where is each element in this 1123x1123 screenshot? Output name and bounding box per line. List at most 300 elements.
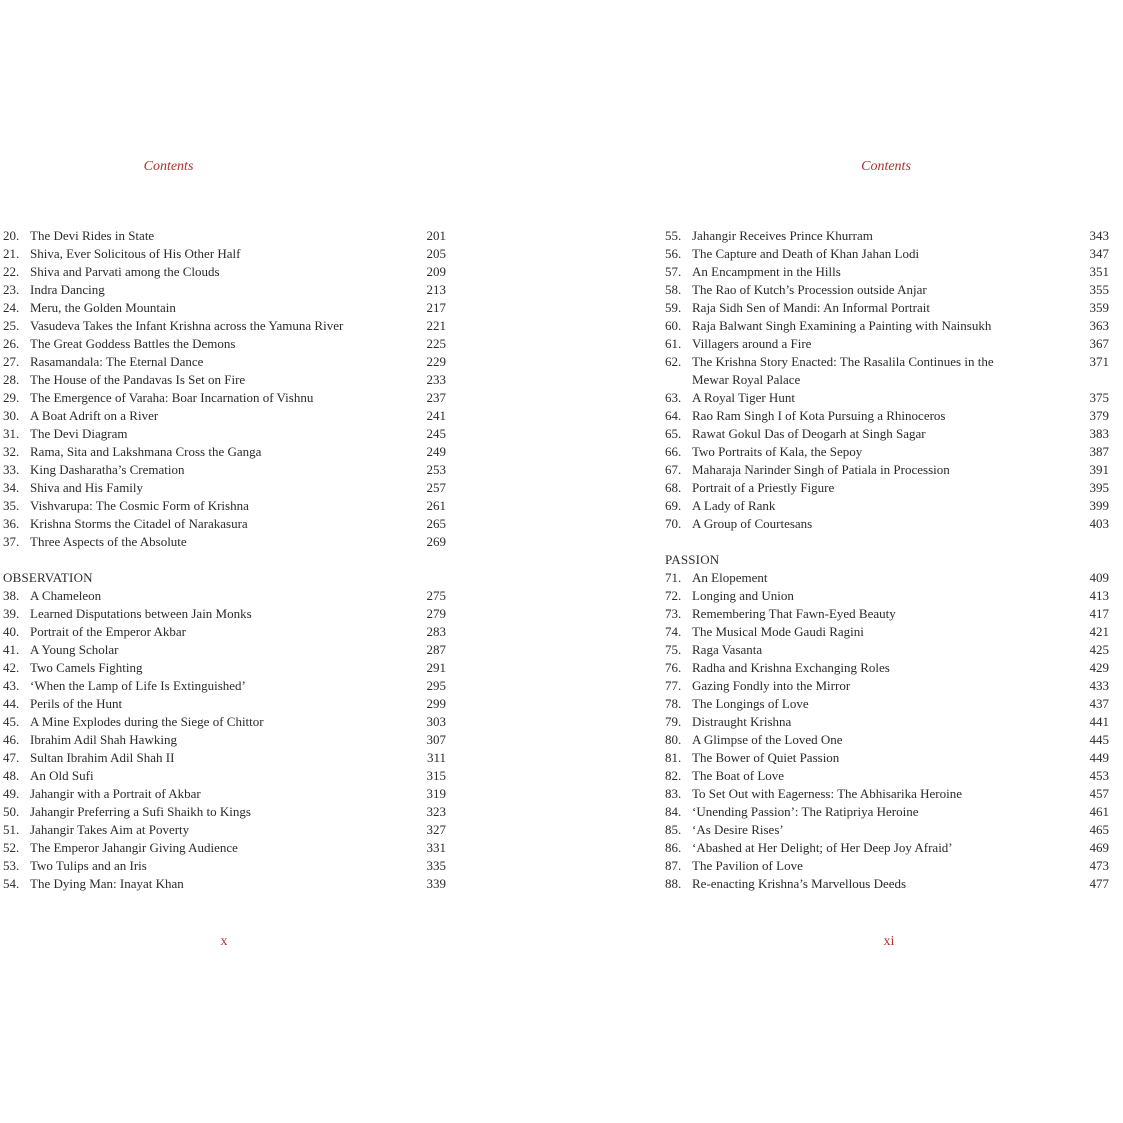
entry-title-line: Jahangir Takes Aim at Poverty bbox=[30, 822, 190, 837]
entry-number: 63. bbox=[665, 390, 682, 405]
entry-title-line: Two Camels Fighting bbox=[30, 660, 143, 675]
entry-title-line: Shiva and His Family bbox=[30, 480, 144, 495]
toc-entry bbox=[665, 605, 1109, 623]
entry-title bbox=[692, 515, 1079, 533]
entry-page-number: 433 bbox=[1089, 678, 1109, 693]
entry-page-number: 403 bbox=[1089, 516, 1109, 531]
entry-number: 76. bbox=[665, 660, 682, 675]
entry-number: 48. bbox=[3, 768, 20, 783]
toc-entry bbox=[3, 479, 446, 497]
entry-number: 58. bbox=[665, 282, 682, 297]
entry-title-line: Jahangir Receives Prince Khurram bbox=[692, 228, 873, 243]
entry-title-line: Longing and Union bbox=[692, 588, 794, 603]
entry-number: 35. bbox=[3, 498, 20, 513]
toc-entry bbox=[665, 389, 1109, 407]
toc-entry bbox=[3, 299, 446, 317]
toc-entry bbox=[3, 605, 446, 623]
toc-entry bbox=[3, 623, 446, 641]
toc-entry bbox=[3, 767, 446, 785]
entry-number: 20. bbox=[3, 228, 20, 243]
entry-number: 57. bbox=[665, 264, 682, 279]
entry-number: 21. bbox=[3, 246, 20, 261]
entry-number: 69. bbox=[665, 498, 682, 513]
entry-title-line: Three Aspects of the Absolute bbox=[30, 534, 187, 549]
entry-number: 80. bbox=[665, 732, 682, 747]
entry-number: 88. bbox=[665, 876, 682, 891]
entry-page-number: 409 bbox=[1089, 570, 1109, 585]
toc-entry bbox=[3, 803, 446, 821]
entry-number: 40. bbox=[3, 624, 20, 639]
toc-entry bbox=[665, 353, 1109, 389]
entry-title-line: A Group of Courtesans bbox=[692, 516, 813, 531]
entry-number: 70. bbox=[665, 516, 682, 531]
entry-page-number: 395 bbox=[1089, 480, 1109, 495]
toc-entry bbox=[3, 353, 446, 371]
toc-entry bbox=[3, 785, 446, 803]
entry-number: 37. bbox=[3, 534, 20, 549]
entry-title-line: Perils of the Hunt bbox=[30, 696, 123, 711]
entry-number: 79. bbox=[665, 714, 682, 729]
toc-entry bbox=[665, 515, 1109, 533]
entry-title bbox=[30, 803, 416, 821]
entry-number: 78. bbox=[665, 696, 682, 711]
entry-page-number: 437 bbox=[1089, 696, 1109, 711]
entry-number: 49. bbox=[3, 786, 20, 801]
entry-title bbox=[692, 461, 1079, 479]
entry-page-number: 331 bbox=[426, 840, 446, 855]
entry-number: 81. bbox=[665, 750, 682, 765]
toc-entry bbox=[3, 695, 446, 713]
entry-title bbox=[30, 821, 416, 839]
entry-title bbox=[692, 587, 1079, 605]
toc-entry bbox=[3, 263, 446, 281]
toc-entry bbox=[3, 281, 446, 299]
entry-title-line: Portrait of the Emperor Akbar bbox=[30, 624, 186, 639]
entry-page-number: 375 bbox=[1089, 390, 1109, 405]
entry-title bbox=[692, 713, 1079, 731]
entry-page-number: 363 bbox=[1089, 318, 1109, 333]
toc-entry bbox=[665, 785, 1109, 803]
entry-page-number: 287 bbox=[426, 642, 446, 657]
entry-title-line: Shiva and Parvati among the Clouds bbox=[30, 264, 220, 279]
toc-entry bbox=[3, 443, 446, 461]
entry-page-number: 221 bbox=[426, 318, 446, 333]
entry-title-line: The Bower of Quiet Passion bbox=[692, 750, 840, 765]
entry-page-number: 413 bbox=[1089, 588, 1109, 603]
entry-title-line: Sultan Ibrahim Adil Shah II bbox=[30, 750, 175, 765]
entry-title-line: Raja Sidh Sen of Mandi: An Informal Portrait bbox=[692, 300, 930, 315]
entry-title-line: ‘Unending Passion’: The Ratipriya Heroine bbox=[692, 804, 919, 819]
entry-page-number: 327 bbox=[426, 822, 446, 837]
entry-title-line: An Old Sufi bbox=[30, 768, 94, 783]
entry-number: 75. bbox=[665, 642, 682, 657]
entry-title bbox=[30, 767, 416, 785]
toc-entry bbox=[665, 425, 1109, 443]
entry-page-number: 249 bbox=[426, 444, 446, 459]
entry-page-number: 387 bbox=[1089, 444, 1109, 459]
entry-number: 43. bbox=[3, 678, 20, 693]
entry-number: 74. bbox=[665, 624, 682, 639]
entry-title-line: A Royal Tiger Hunt bbox=[692, 390, 795, 405]
entry-title bbox=[692, 245, 1079, 263]
entry-title-line: Jahangir Preferring a Sufi Shaikh to Kings bbox=[30, 804, 251, 819]
entry-title bbox=[30, 785, 416, 803]
entry-number: 46. bbox=[3, 732, 20, 747]
toc-entry bbox=[665, 335, 1109, 353]
entry-title bbox=[692, 731, 1079, 749]
entry-title bbox=[692, 677, 1079, 695]
entry-number: 51. bbox=[3, 822, 20, 837]
toc-entry bbox=[665, 443, 1109, 461]
entry-title-line: The House of the Pandavas Is Set on Fire bbox=[30, 372, 246, 387]
entry-page-number: 383 bbox=[1089, 426, 1109, 441]
entry-page-number: 335 bbox=[426, 858, 446, 873]
entry-title-line: Jahangir with a Portrait of Akbar bbox=[30, 786, 201, 801]
entry-number: 61. bbox=[665, 336, 682, 351]
toc-entry bbox=[665, 803, 1109, 821]
entry-title-line: Ibrahim Adil Shah Hawking bbox=[30, 732, 177, 747]
entry-title bbox=[692, 281, 1079, 299]
entry-title bbox=[692, 695, 1079, 713]
entry-page-number: 291 bbox=[426, 660, 446, 675]
entry-title bbox=[692, 821, 1079, 839]
entry-number: 24. bbox=[3, 300, 20, 315]
entry-number: 30. bbox=[3, 408, 20, 423]
entry-page-number: 257 bbox=[426, 480, 446, 495]
entry-number: 83. bbox=[665, 786, 682, 801]
entry-title bbox=[692, 569, 1079, 587]
entry-page-number: 201 bbox=[426, 228, 446, 243]
entry-title bbox=[692, 857, 1079, 875]
entry-page-number: 319 bbox=[426, 786, 446, 801]
entry-page-number: 473 bbox=[1089, 858, 1109, 873]
entry-title-line: Distraught Krishna bbox=[692, 714, 792, 729]
table-of-contents bbox=[3, 227, 446, 893]
entry-title bbox=[692, 875, 1079, 893]
page-number: xi bbox=[883, 934, 895, 949]
entry-number: 29. bbox=[3, 390, 20, 405]
toc-entry bbox=[3, 731, 446, 749]
entry-title bbox=[30, 227, 416, 245]
toc-entry bbox=[3, 317, 446, 335]
entry-page-number: 449 bbox=[1089, 750, 1109, 765]
entry-title bbox=[30, 731, 416, 749]
entry-page-number: 371 bbox=[1089, 354, 1109, 369]
entry-title bbox=[692, 767, 1079, 785]
entry-page-number: 469 bbox=[1089, 840, 1109, 855]
entry-title-line: Rao Ram Singh I of Kota Pursuing a Rhinoceros bbox=[692, 408, 946, 423]
entry-number: 84. bbox=[665, 804, 682, 819]
entry-page-number: 339 bbox=[426, 876, 446, 891]
entry-number: 36. bbox=[3, 516, 20, 531]
toc-entry bbox=[3, 839, 446, 857]
toc-entry bbox=[3, 875, 446, 893]
entry-title-line: Indra Dancing bbox=[30, 282, 105, 297]
entry-number: 47. bbox=[3, 750, 20, 765]
entry-page-number: 453 bbox=[1089, 768, 1109, 783]
entry-title-line: Gazing Fondly into the Mirror bbox=[692, 678, 851, 693]
running-head: Contents bbox=[861, 159, 911, 174]
entry-title-line: The Emperor Jahangir Giving Audience bbox=[30, 840, 238, 855]
entry-number: 52. bbox=[3, 840, 20, 855]
entry-title-line: The Boat of Love bbox=[692, 768, 785, 783]
entry-number: 62. bbox=[665, 354, 682, 369]
entry-title-line: A Lady of Rank bbox=[692, 498, 776, 513]
entry-title-line: The Longings of Love bbox=[692, 696, 809, 711]
entry-title bbox=[30, 443, 416, 461]
entry-number: 44. bbox=[3, 696, 20, 711]
entry-title bbox=[30, 875, 416, 893]
entry-title-line: Two Tulips and an Iris bbox=[30, 858, 147, 873]
entry-title bbox=[30, 515, 416, 533]
table-of-contents bbox=[665, 227, 1109, 893]
entry-title-line: Rasamandala: The Eternal Dance bbox=[30, 354, 204, 369]
entry-number: 54. bbox=[3, 876, 20, 891]
entry-page-number: 429 bbox=[1089, 660, 1109, 675]
entry-number: 85. bbox=[665, 822, 682, 837]
entry-title bbox=[692, 479, 1079, 497]
entry-title-line: The Pavilion of Love bbox=[692, 858, 803, 873]
entry-number: 42. bbox=[3, 660, 20, 675]
toc-entry bbox=[3, 857, 446, 875]
toc-entry bbox=[665, 227, 1109, 245]
toc-entry bbox=[665, 299, 1109, 317]
entry-title bbox=[30, 839, 416, 857]
entry-page-number: 265 bbox=[426, 516, 446, 531]
toc-entry bbox=[665, 731, 1109, 749]
entry-title-line: The Krishna Story Enacted: The Rasalila Continues in the bbox=[692, 354, 994, 369]
entry-page-number: 253 bbox=[426, 462, 446, 477]
entry-title bbox=[692, 317, 1079, 335]
entry-title-line: Vishvarupa: The Cosmic Form of Krishna bbox=[30, 498, 249, 513]
toc-entry bbox=[3, 677, 446, 695]
entry-title-line: Rama, Sita and Lakshmana Cross the Ganga bbox=[30, 444, 262, 459]
entry-title bbox=[30, 245, 416, 263]
entry-title bbox=[30, 461, 416, 479]
entry-title-line: The Devi Rides in State bbox=[30, 228, 155, 243]
toc-entry bbox=[3, 713, 446, 731]
entry-number: 56. bbox=[665, 246, 682, 261]
toc-entry bbox=[3, 497, 446, 515]
entry-title-line: The Emergence of Varaha: Boar Incarnation of Vishnu bbox=[30, 390, 314, 405]
entry-title bbox=[692, 407, 1079, 425]
entry-title-line: The Great Goddess Battles the Demons bbox=[30, 336, 236, 351]
entry-title bbox=[692, 335, 1079, 353]
entry-title bbox=[692, 803, 1079, 821]
toc-entry bbox=[665, 821, 1109, 839]
toc-entry bbox=[665, 623, 1109, 641]
entry-title bbox=[30, 479, 416, 497]
toc-entry bbox=[3, 641, 446, 659]
entry-number: 31. bbox=[3, 426, 20, 441]
toc-entry bbox=[3, 335, 446, 353]
entry-page-number: 237 bbox=[426, 390, 446, 405]
entry-title-line: ‘When the Lamp of Life Is Extinguished’ bbox=[30, 678, 246, 693]
entry-page-number: 315 bbox=[426, 768, 446, 783]
entry-title bbox=[30, 677, 416, 695]
entry-title bbox=[692, 749, 1079, 767]
entry-number: 67. bbox=[665, 462, 682, 477]
entry-number: 59. bbox=[665, 300, 682, 315]
entry-page-number: 275 bbox=[426, 588, 446, 603]
toc-entry bbox=[665, 281, 1109, 299]
entry-page-number: 425 bbox=[1089, 642, 1109, 657]
entry-page-number: 225 bbox=[426, 336, 446, 351]
right-page bbox=[561, 0, 1123, 1123]
entry-page-number: 445 bbox=[1089, 732, 1109, 747]
entry-title bbox=[30, 353, 416, 371]
entry-number: 87. bbox=[665, 858, 682, 873]
entry-number: 86. bbox=[665, 840, 682, 855]
entry-page-number: 379 bbox=[1089, 408, 1109, 423]
entry-title-line: A Boat Adrift on a River bbox=[30, 408, 159, 423]
entry-page-number: 261 bbox=[426, 498, 446, 513]
entry-title bbox=[30, 533, 416, 551]
entry-page-number: 465 bbox=[1089, 822, 1109, 837]
entry-number: 32. bbox=[3, 444, 20, 459]
entry-number: 25. bbox=[3, 318, 20, 333]
entry-number: 41. bbox=[3, 642, 20, 657]
entry-number: 64. bbox=[665, 408, 682, 423]
entry-page-number: 477 bbox=[1089, 876, 1109, 891]
toc-entry bbox=[665, 875, 1109, 893]
section-heading: OBSERVATION bbox=[3, 570, 93, 585]
entry-title bbox=[30, 263, 416, 281]
entry-title-line: An Elopement bbox=[692, 570, 768, 585]
entry-title bbox=[30, 695, 416, 713]
entry-title-line: ‘Abashed at Her Delight; of Her Deep Joy Afraid’ bbox=[692, 840, 953, 855]
entry-page-number: 283 bbox=[426, 624, 446, 639]
entry-number: 22. bbox=[3, 264, 20, 279]
entry-title-line: Raga Vasanta bbox=[692, 642, 763, 657]
entry-title-line: Maharaja Narinder Singh of Patiala in Procession bbox=[692, 462, 950, 477]
entry-title-line: Raja Balwant Singh Examining a Painting with Nainsukh bbox=[692, 318, 992, 333]
entry-title-line: Learned Disputations between Jain Monks bbox=[30, 606, 252, 621]
entry-title-line: A Young Scholar bbox=[30, 642, 119, 657]
toc-entry bbox=[665, 497, 1109, 515]
entry-title-line: To Set Out with Eagerness: The Abhisarika Heroine bbox=[692, 786, 962, 801]
entry-title-line: A Chameleon bbox=[30, 588, 102, 603]
entry-title-line: The Capture and Death of Khan Jahan Lodi bbox=[692, 246, 920, 261]
entry-title bbox=[692, 785, 1079, 803]
section-heading: PASSION bbox=[665, 552, 720, 567]
entry-number: 38. bbox=[3, 588, 20, 603]
entry-number: 50. bbox=[3, 804, 20, 819]
entry-title bbox=[692, 353, 1079, 389]
toc-entry bbox=[3, 587, 446, 605]
entry-title bbox=[30, 425, 416, 443]
toc-entry bbox=[665, 407, 1109, 425]
entry-title bbox=[30, 371, 416, 389]
entry-number: 65. bbox=[665, 426, 682, 441]
entry-page-number: 303 bbox=[426, 714, 446, 729]
entry-number: 45. bbox=[3, 714, 20, 729]
entry-page-number: 217 bbox=[426, 300, 446, 315]
entry-number: 55. bbox=[665, 228, 682, 243]
entry-page-number: 241 bbox=[426, 408, 446, 423]
entry-title-line: Re-enacting Krishna’s Marvellous Deeds bbox=[692, 876, 907, 891]
toc-entry bbox=[3, 821, 446, 839]
entry-page-number: 209 bbox=[426, 264, 446, 279]
entry-number: 82. bbox=[665, 768, 682, 783]
entry-title-line: Mewar Royal Palace bbox=[692, 372, 801, 387]
entry-title bbox=[30, 281, 416, 299]
entry-number: 28. bbox=[3, 372, 20, 387]
entry-title bbox=[692, 839, 1079, 857]
page-number: x bbox=[220, 934, 228, 949]
entry-page-number: 441 bbox=[1089, 714, 1109, 729]
entry-title bbox=[30, 587, 416, 605]
entry-title bbox=[692, 641, 1079, 659]
entry-title-line: Shiva, Ever Solicitous of His Other Half bbox=[30, 246, 241, 261]
entry-title-line: The Devi Diagram bbox=[30, 426, 128, 441]
entry-title-line: King Dasharatha’s Cremation bbox=[30, 462, 185, 477]
entry-title bbox=[30, 497, 416, 515]
entry-title-line: Two Portraits of Kala, the Sepoy bbox=[692, 444, 863, 459]
entry-page-number: 295 bbox=[426, 678, 446, 693]
entry-title bbox=[692, 389, 1079, 407]
entry-title-line: An Encampment in the Hills bbox=[692, 264, 841, 279]
entry-title-line: ‘As Desire Rises’ bbox=[692, 822, 784, 837]
toc-entry bbox=[665, 587, 1109, 605]
left-page bbox=[0, 0, 561, 1123]
entry-title bbox=[30, 335, 416, 353]
entry-number: 34. bbox=[3, 480, 20, 495]
toc-entry bbox=[665, 461, 1109, 479]
toc-entry bbox=[665, 641, 1109, 659]
entry-number: 23. bbox=[3, 282, 20, 297]
entry-page-number: 461 bbox=[1089, 804, 1109, 819]
toc-entry bbox=[665, 749, 1109, 767]
entry-title bbox=[692, 263, 1079, 281]
entry-title bbox=[692, 299, 1079, 317]
entry-title-line: Portrait of a Priestly Figure bbox=[692, 480, 835, 495]
toc-entry bbox=[665, 695, 1109, 713]
entry-page-number: 245 bbox=[426, 426, 446, 441]
toc-entry bbox=[665, 767, 1109, 785]
entry-title bbox=[30, 317, 416, 335]
entry-page-number: 355 bbox=[1089, 282, 1109, 297]
entry-number: 53. bbox=[3, 858, 20, 873]
toc-entry bbox=[3, 515, 446, 533]
entry-title bbox=[30, 857, 416, 875]
entry-number: 66. bbox=[665, 444, 682, 459]
entry-title bbox=[30, 713, 416, 731]
entry-page-number: 229 bbox=[426, 354, 446, 369]
entry-number: 73. bbox=[665, 606, 682, 621]
entry-title bbox=[692, 443, 1079, 461]
toc-entry bbox=[3, 389, 446, 407]
toc-entry bbox=[3, 749, 446, 767]
entry-page-number: 457 bbox=[1089, 786, 1109, 801]
toc-entry bbox=[3, 461, 446, 479]
entry-title bbox=[692, 425, 1079, 443]
entry-title-line: Krishna Storms the Citadel of Narakasura bbox=[30, 516, 248, 531]
entry-page-number: 347 bbox=[1089, 246, 1109, 261]
toc-entry bbox=[665, 569, 1109, 587]
entry-title-line: Remembering That Fawn-Eyed Beauty bbox=[692, 606, 896, 621]
entry-title-line: The Musical Mode Gaudi Ragini bbox=[692, 624, 864, 639]
toc-entry bbox=[3, 227, 446, 245]
entry-number: 27. bbox=[3, 354, 20, 369]
toc-entry bbox=[665, 317, 1109, 335]
toc-entry bbox=[3, 407, 446, 425]
entry-title bbox=[692, 623, 1079, 641]
entry-page-number: 323 bbox=[426, 804, 446, 819]
entry-page-number: 269 bbox=[426, 534, 446, 549]
entry-number: 60. bbox=[665, 318, 682, 333]
toc-entry bbox=[665, 857, 1109, 875]
